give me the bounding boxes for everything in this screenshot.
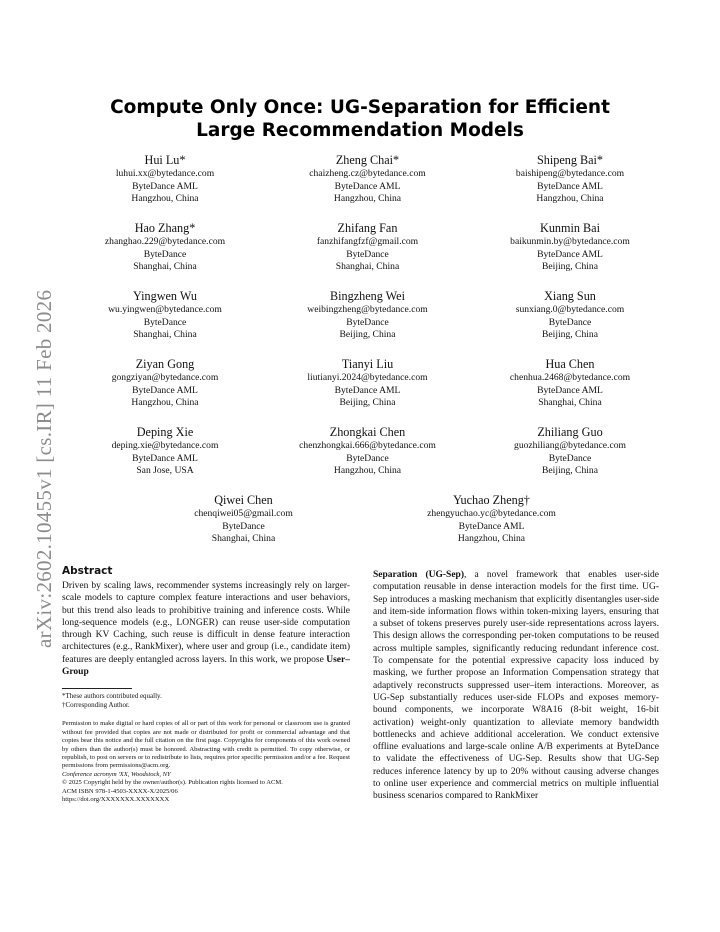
author-location: Hangzhou, China: [131, 397, 199, 408]
author-name: Ziyan Gong: [135, 357, 195, 371]
author-name: Yuchao Zheng†: [453, 493, 530, 507]
author-card: [70, 424, 260, 492]
right-column: [373, 569, 659, 803]
author-email: chaizheng.cz@bytedance.com: [309, 168, 426, 179]
author-row: [70, 356, 665, 424]
author-org: ByteDance AML: [537, 384, 603, 396]
author-card: [273, 152, 463, 220]
author-location: Shanghai, China: [538, 397, 602, 408]
author-card: [149, 492, 339, 560]
author-card: [273, 288, 463, 356]
arxiv-identifier: arXiv:2602.10455v1 [cs.IR] 11 Feb 2026: [32, 289, 56, 648]
copyright-line: © 2025 Copyright held by the owner/author(s). Publication rights licensed to ACM.: [62, 779, 283, 787]
author-name: Xiang Sun: [544, 289, 596, 303]
author-location: Beijing, China: [339, 397, 396, 408]
abstract-body-right: , a novel framework that enables user-side computation reusable in dense interaction models for the first time. UG-Sep introduces a masking mechanism that explicitly disentangles user-side and item-side information flows within token-mixing layers, ensuring that a subset of tokens preserves purely user-side representations across layers. This design allows the corresponding per-token computations to be reused across multiple samples, significantly reducing redundant inference cost. To compensate for the potential expressive capacity loss induced by masking, we further propose an Information Compensation strategy that adaptively reconstructs suppressed user–item interactions. Moreover, as UG-Sep substantially reduces user-side FLOPs and exposes memory-bound components, we incorporate W8A16 (8-bit weight, 16-bit activation) weight-only quantization to alleviate memory bandwidth bottlenecks and achieve additional acceleration. We conduct extensive offline evaluations and large-scale online A/B experiments at ByteDance to validate the effectiveness of UG-Sep. Results show that UG-Sep reduces inference latency by up to 20% without causing adverse changes to online user experience and commercial metrics on multiple influential business scenarios compared to RankMixer: [373, 570, 659, 802]
author-name: Yingwen Wu: [133, 289, 197, 303]
author-email: deping.xie@bytedance.com: [111, 440, 219, 451]
author-card: [70, 356, 260, 424]
author-location: Shanghai, China: [133, 261, 197, 272]
footnote-divider: [62, 688, 132, 689]
paper-title: [90, 96, 630, 142]
author-card: [273, 356, 463, 424]
author-location: Hangzhou, China: [536, 193, 604, 204]
author-email: gongziyan@bytedance.com: [111, 372, 219, 383]
author-org: ByteDance AML: [132, 384, 198, 396]
author-block: [70, 152, 665, 560]
abstract-heading: Abstract: [62, 565, 113, 577]
author-org: ByteDance AML: [334, 384, 401, 396]
author-card: [273, 220, 463, 288]
author-location: Shanghai, China: [211, 533, 276, 544]
author-email: baishipeng@bytedance.com: [515, 168, 625, 179]
author-org: ByteDance: [143, 248, 187, 260]
conference-info: Conference acronym 'XX, Woodstock, NY: [62, 770, 171, 778]
author-row: [70, 288, 665, 356]
author-card: [475, 288, 665, 356]
author-location: Hangzhou, China: [131, 193, 199, 204]
author-card: [70, 152, 260, 220]
author-email: baikunmin.by@bytedance.com: [510, 236, 630, 247]
author-email: liutianyi.2024@bytedance.com: [307, 372, 428, 383]
author-email: sunxiang.0@bytedance.com: [515, 304, 625, 315]
author-name: Zhongkai Chen: [329, 425, 406, 439]
title-line-1: Compute Only Once: UG-Separation for Efficient: [110, 97, 610, 118]
footnote-equal-contribution: *These authors contributed equally.: [62, 692, 162, 701]
author-location: Hangzhou, China: [333, 465, 402, 476]
author-card: [475, 220, 665, 288]
author-name: Hua Chen: [545, 357, 595, 371]
abstract-body-left: Driven by scaling laws, recommender systems increasingly rely on larger-scale models to capture complex feature interactions and user behaviors, but this trend also leads to prohibitive training and inference costs. While long-sequence models (e.g., LONGER) can reuse user-side computation through KV Caching, such reuse is difficult in dense feature interaction architectures (e.g., RankMixer), where user and group (i.e., candidate item) features are deeply entangled across layers. In this work, we propose: [62, 581, 350, 665]
author-name: Zhiliang Guo: [537, 425, 603, 439]
author-card: [70, 288, 260, 356]
author-email: chenqiwei05@gmail.com: [194, 508, 293, 519]
author-location: Beijing, China: [542, 261, 598, 272]
doi-link[interactable]: https://doi.org/XXXXXXX.XXXXXXX: [62, 796, 170, 804]
author-row: [70, 220, 665, 288]
author-name: Zhifang Fan: [337, 221, 398, 235]
author-org: ByteDance: [346, 316, 389, 328]
abstract-bold-right: Separation (UG-Sep): [373, 570, 464, 580]
author-name: Shipeng Bai*: [536, 153, 603, 167]
author-org: ByteDance AML: [537, 248, 603, 260]
author-name: Hao Zhang*: [134, 221, 196, 235]
author-email: chenhua.2468@bytedance.com: [509, 372, 631, 383]
author-location: Beijing, China: [542, 465, 598, 476]
author-email: weibingzheng@bytedance.com: [307, 304, 428, 315]
author-row: [70, 152, 665, 220]
author-email: chenzhongkai.666@bytedance.com: [299, 440, 436, 451]
author-org: ByteDance AML: [132, 180, 198, 192]
author-location: Hangzhou, China: [333, 193, 402, 204]
abstract-text-right: [373, 569, 659, 803]
author-card: [70, 220, 260, 288]
author-email: wu.yingwen@bytedance.com: [108, 304, 222, 315]
author-location: Shanghai, China: [335, 261, 400, 272]
isbn-line: ACM ISBN 978-1-4503-XXXX-X/2025/06: [62, 787, 178, 795]
abstract-text-left: [62, 580, 350, 678]
author-org: ByteDance AML: [132, 452, 198, 464]
left-column: [62, 565, 350, 804]
author-row: [70, 424, 665, 492]
author-email: fanzhifangfzf@gmail.com: [316, 236, 419, 247]
title-line-2: Large Recommendation Models: [196, 120, 524, 141]
author-card: [397, 492, 587, 560]
author-card: [475, 424, 665, 492]
author-org: ByteDance AML: [334, 180, 401, 192]
author-org: ByteDance AML: [537, 180, 603, 192]
author-email: luhui.xx@bytedance.com: [115, 168, 215, 179]
author-org: ByteDance: [548, 452, 592, 464]
author-card: [273, 424, 463, 492]
footnote-corresponding: †Corresponding Author.: [62, 701, 130, 710]
author-name: Kunmin Bai: [540, 221, 600, 235]
author-org: ByteDance: [143, 316, 187, 328]
author-org: ByteDance: [346, 452, 389, 464]
author-org: ByteDance AML: [458, 520, 525, 532]
author-location: San Jose, USA: [136, 465, 194, 476]
permission-notice: [62, 720, 350, 804]
author-location: Beijing, China: [542, 329, 598, 340]
author-location: Hangzhou, China: [457, 533, 526, 544]
author-email: guozhiliang@bytedance.com: [514, 440, 626, 451]
author-org: ByteDance: [222, 520, 265, 532]
author-org: ByteDance: [548, 316, 592, 328]
author-row: [70, 492, 665, 560]
abstract-bold-left: User–Group: [62, 654, 350, 678]
author-name: Hui Lu*: [144, 153, 186, 167]
author-name: Zheng Chai*: [335, 153, 400, 167]
author-card: [475, 152, 665, 220]
author-org: ByteDance: [346, 248, 389, 260]
author-card: [475, 356, 665, 424]
author-email: zhengyuchao.yc@bytedance.com: [427, 508, 556, 519]
author-name: Qiwei Chen: [214, 493, 273, 507]
author-name: Deping Xie: [136, 425, 194, 439]
author-location: Beijing, China: [339, 329, 396, 340]
author-name: Bingzheng Wei: [330, 289, 405, 303]
permission-text: Permission to make digital or hard copies of all or part of this work for personal or classroom use is granted without fee provided that copies are not made or distributed for profit or commercial advantage and that copies bear this notice and the full citation on the first page. Copyrights for components of this work owned by others than the author(s) must be honored. Abstracting with credit is permitted. To copy otherwise, or republish, to post on servers or to redistribute to lists, requires prior specific permission and/or a fee. Request permissions from permissions@acm.org.: [62, 720, 350, 770]
author-name: Tianyi Liu: [341, 357, 394, 371]
author-email: zhanghao.229@bytedance.com: [104, 236, 226, 247]
author-location: Shanghai, China: [133, 329, 197, 340]
